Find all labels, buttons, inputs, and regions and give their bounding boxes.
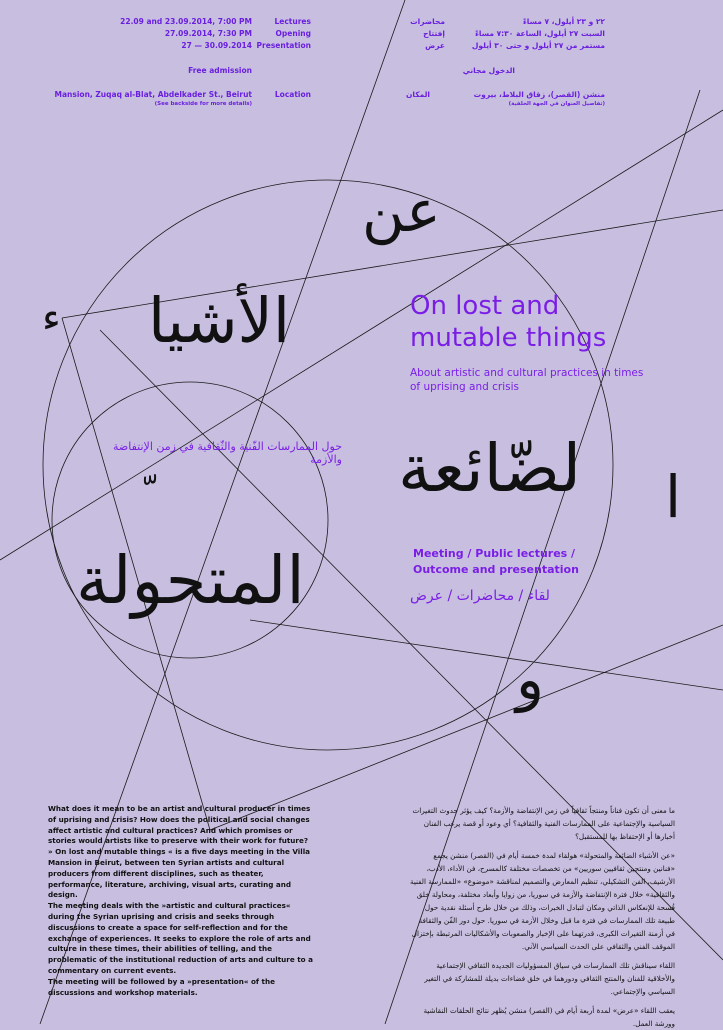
- location-value: Mansion, Zuqaq al-Blat, Abdelkader St., Beirut: [54, 90, 252, 99]
- location-value-ar: منشن (القصر)، زقاق البلاط، بيروت: [473, 90, 605, 99]
- body-en-p2: » On lost and mutable things « is a five days meeting in the Villa Mansion in Beirut, between ten Syrian artists and cultural producers from different disciplines, such as theater, performance, literature, archiving, visual arts, curating and design.: [48, 847, 311, 900]
- body-ar-p2: «عن الأشياء الضائعة والمتحولة» هولقاء لمدة خمسة أيام في (القصر) منشن يجمع «فنانين ومنتجين ثقافيين سوريين» من تخصصات مختلفة كالمسرح، فن الأداء، الأدب، الأرشيف، الفن التشكيلي، تنظيم المعارض والتصميم لمناقشة «موضوع» «للممارسة الفنية والثقافية» خلال فترة الإنتفاضة والأزمة في سوريا، من زوايا وأبعاد مختلفة، ومحاولة خلق فُسحة للإنعكاس الذاتي ومكان لتبادل الخبرات، وذلك من خلال طرح أسئلة نقدية حول طبيعة تلك الممارسات في فترة ما قبل وخلال الأزمة في سوريا. حول دور الفّن والثقافة في أزمنة التغيرات الكبرى، قدرتهما على الإخبار والصعوبات والأشكاليات المرتبطة بإختزال الموقف الفني والثقافي على الحدث السياسي الآني.: [409, 851, 675, 951]
- subtitle: [410, 366, 710, 394]
- big-arabic-word-alashya: الأشيا: [148, 284, 291, 357]
- body-ar-p4: يعقب اللقاء «عرض» لمدة أربعة أيام في (القصر) منشن يُظهر نتائج الحلقات النقاشية وورشة العمل.: [423, 1006, 675, 1028]
- type-lectures: Lectures: [274, 17, 311, 26]
- event-dates: [60, 16, 252, 52]
- type-lectures-ar: محاضرات: [410, 17, 445, 26]
- body-en-p1: What does it mean to be an artist and cultural producer in times of uprising and crisis? How does the political and social changes affect artistic and cultural practices? And which promises or stories would artists like to preserve with their work for future?: [48, 804, 311, 846]
- location-note: (See backside for more details): [154, 101, 252, 107]
- location-note-ar: (تفاصيل العنوان في الجهة الخلفية): [508, 101, 605, 107]
- date-opening: 27.09.2014, 7:30 PM: [164, 29, 252, 38]
- date-presentation: 27 — 30.09.2014: [181, 41, 252, 50]
- date-lectures: 22.09 and 23.09.2014, 7:00 PM: [120, 17, 252, 26]
- meeting-arabic: لقاء / محاضرات / عرض: [410, 588, 550, 604]
- type-opening-ar: إفتتاح: [423, 29, 445, 38]
- main-title: [410, 290, 710, 354]
- event-types: [255, 16, 311, 52]
- big-arabic-alif: ا: [665, 463, 682, 531]
- body-ar-p3: اللقاء سيناقش تلك الممارسات في سياق المسؤوليات الجديدة الثقافي الإجتماعية والأخلاقية للفنان والمنتج الثقافي ودورهما في خلق فضاءات بديلة للمشاركة في التغير السياسي والإجتماعي.: [424, 961, 675, 996]
- event-dates-ar: [455, 16, 605, 52]
- big-arabic-word-mutahawila: المتحولة: [76, 542, 305, 619]
- meeting-block: [413, 546, 693, 578]
- body-english: [48, 804, 313, 998]
- arabic-subtitle: حول الممارسات الفّنية والثّقافية في زمن الإنتفاضة والأزمة: [113, 440, 342, 466]
- type-opening: Opening: [275, 29, 311, 38]
- event-types-ar: [385, 16, 445, 52]
- free-admission-ar: الدخول مجاني: [462, 66, 515, 75]
- title-line-2: mutable things: [410, 323, 607, 353]
- free-admission: Free admission: [188, 66, 252, 75]
- body-arabic: [410, 804, 675, 1030]
- meeting-line-2: Outcome and presentation: [413, 563, 579, 576]
- title-line-1: On lost and: [410, 291, 560, 321]
- big-arabic-hamza: ء: [42, 295, 61, 341]
- subtitle-line-1: About artistic and cultural practices in times: [410, 367, 644, 379]
- body-ar-p1: ما معنى أن تكون فناناً ومنتجاً ثقافياً في زمن الإنتفاضة والأزمة؟ كيف يؤثر حدوث التغيرات السياسية والإجتماعية على الممارسات الفنية والثقافية؟ أي وعود أو قصة يرغب الفنان أخبارها أو الإحتفاظ بها للمستقبل؟: [412, 806, 675, 841]
- big-arabic-word-daia: لضّائعة: [398, 430, 582, 507]
- location-label: Location: [274, 90, 311, 99]
- meeting-line-1: Meeting / Public lectures /: [413, 547, 576, 560]
- type-presentation-ar: عرض: [425, 41, 445, 50]
- body-en-p3: The meeting deals with the »artistic and cultural practices« during the Syrian uprising and crisis and seeks through discussions to create a space for self-reflection and for the exchange of experiences. It seeks to explore the role of arts and culture in these times, their abilities of telling, and the problematic of the institutional reduction of arts and culture to a commentary on current events.: [48, 901, 313, 975]
- type-presentation: Presentation: [256, 41, 311, 50]
- date-lectures-ar: ٢٢ و ٢٣ أيلول، ٧ مساءً: [522, 17, 605, 26]
- subtitle-line-2: of uprising and crisis: [410, 381, 520, 393]
- date-opening-ar: السبت ٢٧ أيلول، الساعة ٧:٣٠ مساءً: [475, 29, 605, 38]
- big-arabic-word-an: عن: [362, 177, 441, 245]
- date-presentation-ar: مستمر من ٢٧ أيلول و حتى ٣٠ أيلول: [471, 41, 605, 50]
- body-en-p4: The meeting will be followed by a »presentation« of the discussions and workshop materials.: [48, 976, 275, 997]
- location-label-ar: المكان: [406, 90, 430, 99]
- big-arabic-waw: و: [516, 645, 545, 713]
